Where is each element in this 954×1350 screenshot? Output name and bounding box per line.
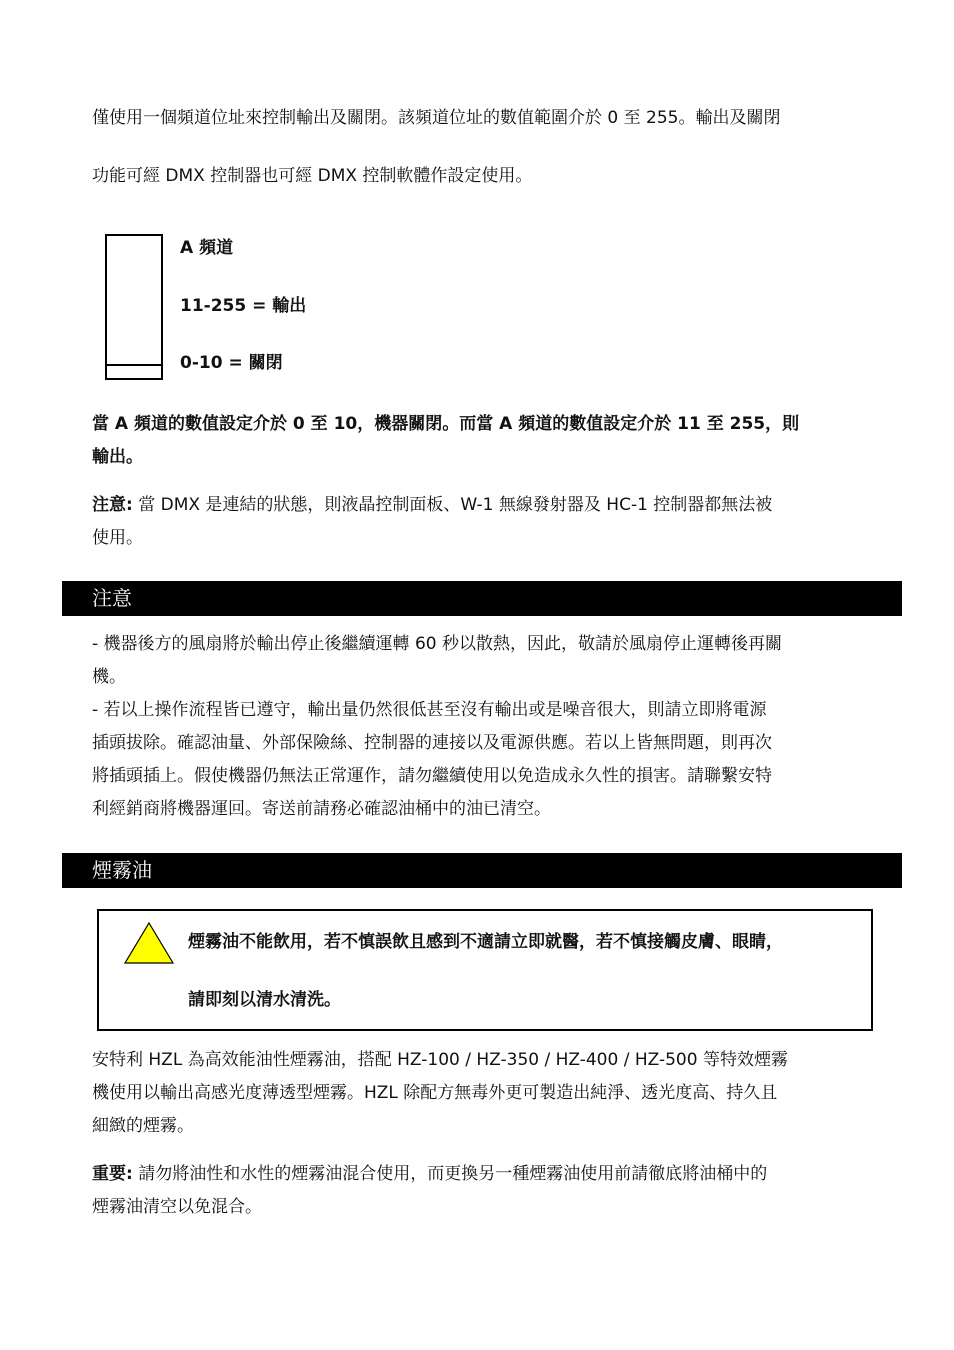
channel-summary <box>92 408 872 474</box>
channel-summary-line-1: 當 A 頻道的數值設定介於 0 至 10，機器關閉。而當 A 頻道的數值設定介於 11 至 255，則 <box>92 414 800 434</box>
dmx-note-label: 注意: <box>92 495 133 515</box>
caution-item-1-line-1: - 機器後方的風扇將於輸出停止後繼續運轉 60 秒以散熱，因此，敬請於風扇停止運轉後再關 <box>92 634 782 654</box>
channel-title: A 頻道 <box>180 238 234 258</box>
important-note-line-1 <box>92 1158 872 1191</box>
fluid-description-line-1: 安特利 HZL 為高效能油性煙霧油，搭配 HZ-100 / HZ-350 / HZ-400 / HZ-500 等特效煙霧 <box>92 1050 788 1070</box>
dmx-note <box>92 489 872 555</box>
caution-item-2-line-3: 將插頭插上。假使機器仍無法正常運作，請勿繼續使用以免造成永久性的損害。請聯繫安特 <box>92 766 772 786</box>
caution-item-2 <box>92 694 872 826</box>
fluid-warning-line-1: 煙霧油不能飲用，若不慎誤飲且感到不適請立即就醫，若不慎接觸皮膚、眼睛， <box>188 932 783 952</box>
important-note-text-1: 請勿將油性和水性的煙霧油混合使用，而更換另一種煙霧油使用前請徹底將油桶中的 <box>132 1164 768 1184</box>
dmx-note-text-1: 當 DMX 是連結的狀態，則液晶控制面板、W-1 無線發射器及 HC-1 控制器都無法被 <box>132 495 773 515</box>
channel-on-range: 11-255 = 輸出 <box>180 296 307 316</box>
important-note-label: 重要: <box>92 1164 133 1184</box>
caution-section-header: 注意 <box>62 581 902 616</box>
important-note <box>92 1158 872 1224</box>
dmx-note-line-1 <box>92 489 872 522</box>
caution-item-1 <box>92 628 872 694</box>
channel-divider <box>107 364 161 366</box>
fluid-description-line-2: 機使用以輸出高感光度薄透型煙霧。HZL 除配方無毒外更可製造出純淨、透光度高、持久且 <box>92 1083 778 1103</box>
caution-item-1-line-2: 機。 <box>92 667 126 687</box>
fluid-warning-line-2: 請即刻以清水清洗。 <box>188 990 341 1010</box>
fluid-description-line-3: 細緻的煙霧。 <box>92 1116 194 1136</box>
warning-triangle-icon <box>124 922 174 964</box>
caution-item-2-line-2: 插頭拔除。確認油量、外部保險絲、控制器的連接以及電源供應。若以上皆無問題，則再次 <box>92 733 772 753</box>
dmx-note-text-2: 使用。 <box>92 528 143 548</box>
intro-line-2: 功能可經 DMX 控制器也可經 DMX 控制軟體作設定使用。 <box>92 166 533 186</box>
channel-off-range: 0-10 = 關閉 <box>180 353 283 373</box>
channel-summary-line-2: 輸出。 <box>92 447 143 467</box>
fluid-section-header: 煙霧油 <box>62 853 902 888</box>
channel-diagram-box <box>105 234 163 380</box>
caution-item-2-line-1: - 若以上操作流程皆已遵守，輸出量仍然很低甚至沒有輸出或是噪音很大，則請立即將電源 <box>92 700 767 720</box>
fluid-description <box>92 1044 872 1143</box>
fluid-warning-box <box>97 909 873 1031</box>
intro-line-1: 僅使用一個頻道位址來控制輸出及關閉。該頻道位址的數值範圍介於 0 至 255。輸出及關閉 <box>92 108 781 128</box>
caution-item-2-line-4: 利經銷商將機器運回。寄送前請務必確認油桶中的油已清空。 <box>92 799 551 819</box>
important-note-text-2: 煙霧油清空以免混合。 <box>92 1197 262 1217</box>
